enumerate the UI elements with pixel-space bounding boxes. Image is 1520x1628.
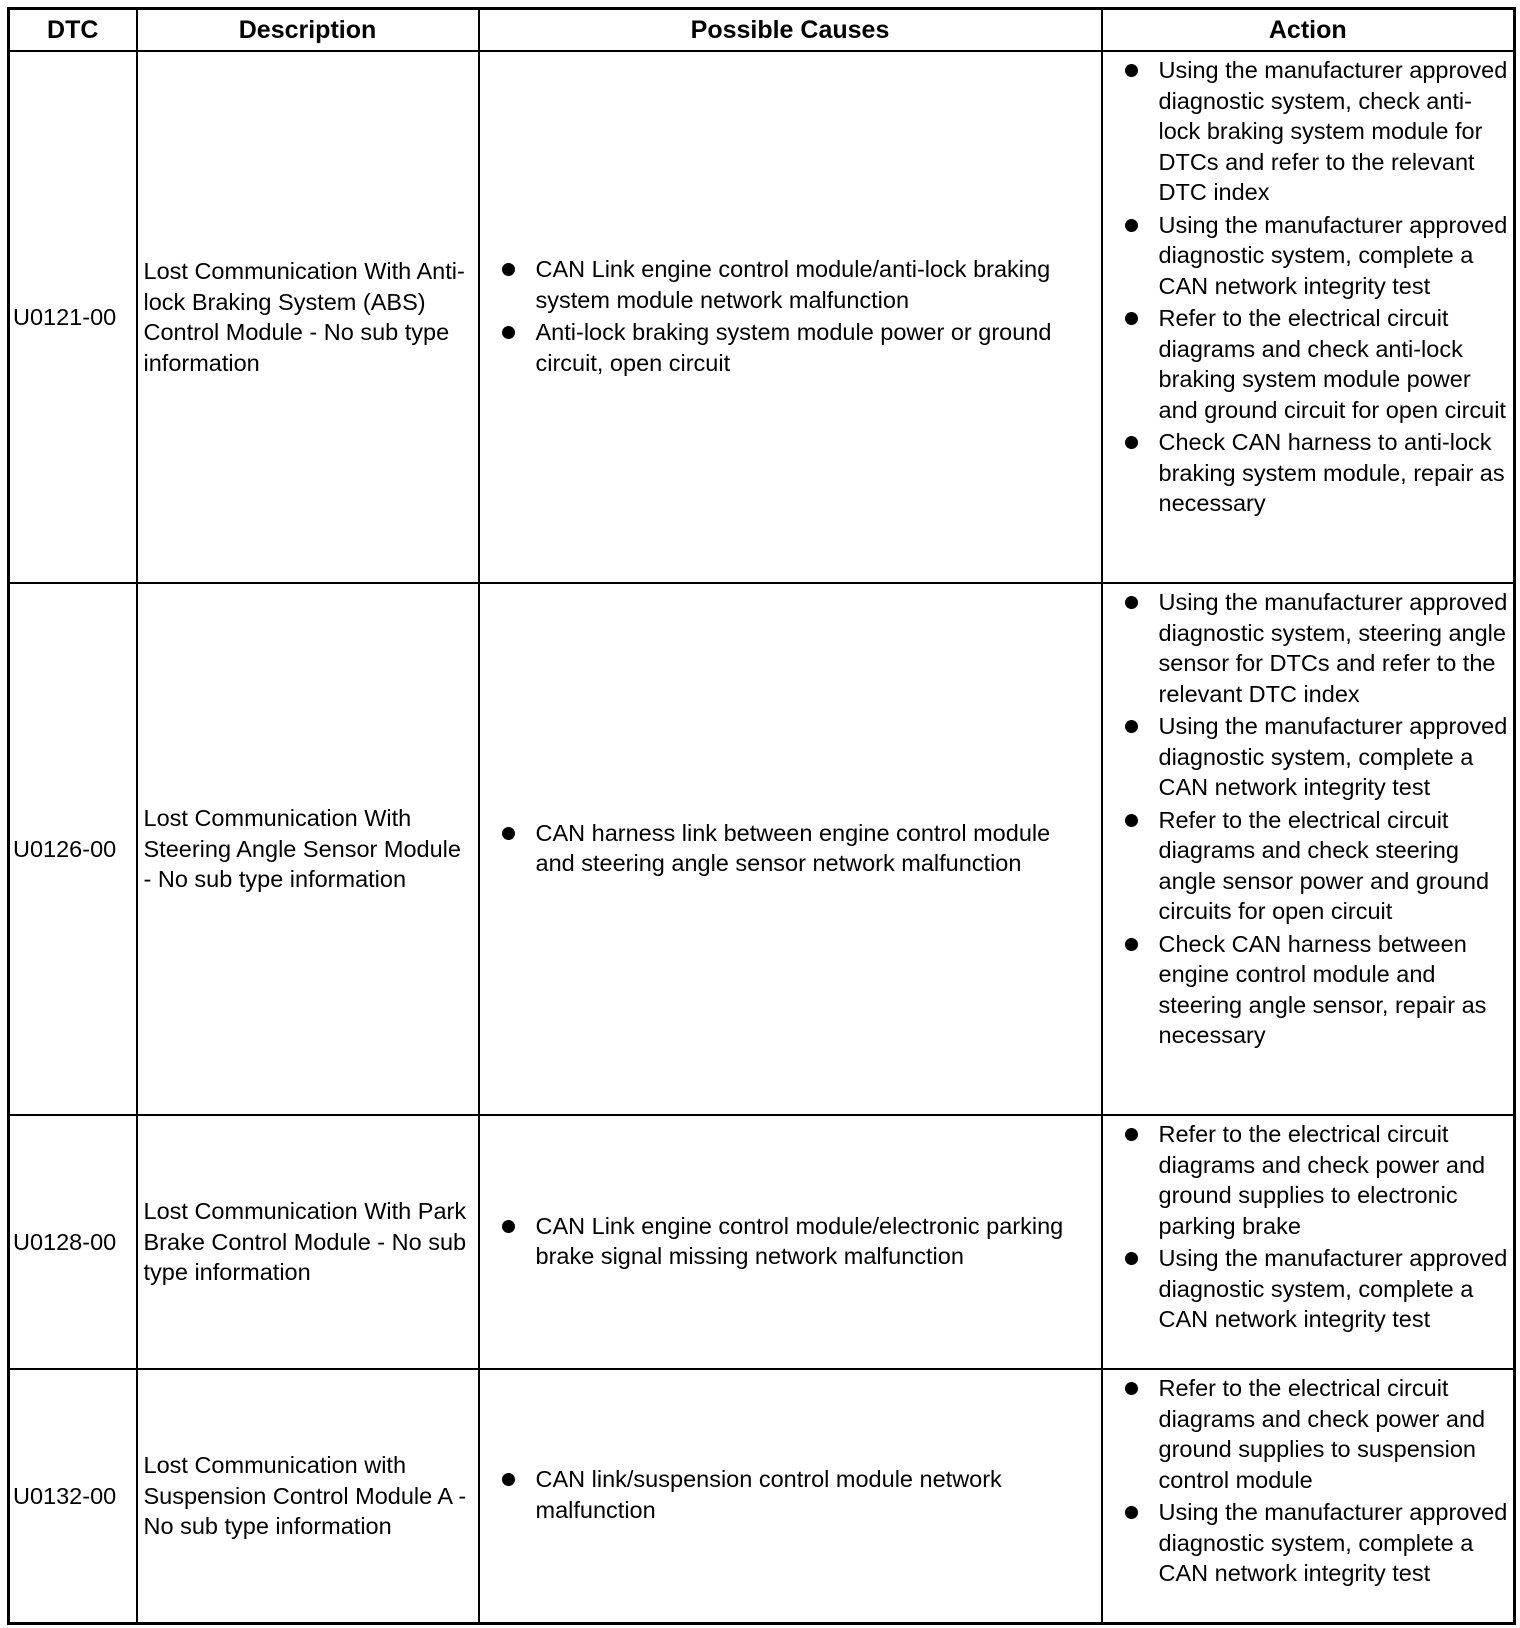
list-item [1125, 427, 1510, 519]
action-text: Using the manufacturer approved diagnostic system, complete a CAN network integrity test [1158, 211, 1508, 299]
dtc-code: U0126-00 [9, 583, 137, 1115]
action-cell [1102, 583, 1515, 1115]
cause-text: CAN Link engine control module/anti-lock braking system module network malfunction [535, 256, 1051, 313]
list-item [1125, 55, 1510, 208]
list-item [1125, 711, 1510, 803]
actions-list [1125, 55, 1510, 519]
table-row [9, 583, 1515, 1115]
dtc-code: U0128-00 [9, 1115, 137, 1369]
list-item [1125, 805, 1510, 927]
action-text: Refer to the electrical circuit diagrams and check steering angle sensor power and ground circuits for open circuit [1158, 806, 1490, 924]
cause-text: CAN harness link between engine control module and steering angle sensor network malfunction [535, 819, 1051, 876]
possible-causes-cell [479, 1369, 1102, 1623]
list-item [502, 254, 1095, 315]
causes-list [502, 1211, 1095, 1272]
possible-causes-cell [479, 51, 1102, 583]
dtc-table [7, 7, 1516, 1625]
possible-causes-cell [479, 1115, 1102, 1369]
bullet-icon [1125, 596, 1138, 609]
action-text: Using the manufacturer approved diagnostic system, steering angle sensor for DTCs and refer to the relevant DTC index [1158, 589, 1508, 707]
table-row [9, 1369, 1515, 1623]
action-text: Check CAN harness between engine control module and steering angle sensor, repair as necessary [1158, 930, 1487, 1048]
header-action: Action [1102, 9, 1515, 52]
list-item [1125, 1373, 1510, 1495]
bullet-icon [1125, 1128, 1138, 1141]
action-text: Check CAN harness to anti-lock braking system module, repair as necessary [1158, 429, 1505, 516]
actions-list [1125, 587, 1510, 1051]
header-dtc: DTC [9, 9, 137, 52]
bullet-icon [1125, 720, 1138, 733]
bullet-icon [1125, 938, 1138, 951]
dtc-description: Lost Communication with Suspension Control Module A - No sub type information [137, 1369, 479, 1623]
header-possible-causes: Possible Causes [479, 9, 1102, 52]
dtc-description: Lost Communication With Park Brake Control Module - No sub type information [137, 1115, 479, 1369]
action-text: Using the manufacturer approved diagnostic system, complete a CAN network integrity test [1158, 1245, 1508, 1332]
list-item [1125, 1497, 1510, 1589]
action-text: Refer to the electrical circuit diagrams and check power and ground supplies to suspension control module [1158, 1375, 1486, 1493]
bullet-icon [502, 326, 515, 339]
action-cell [1102, 51, 1515, 583]
causes-list [502, 818, 1095, 879]
causes-list [502, 1464, 1095, 1525]
list-item [1125, 1243, 1510, 1335]
list-item [1125, 303, 1510, 425]
bullet-icon [1125, 1252, 1138, 1265]
bullet-icon [502, 263, 515, 276]
bullet-icon [1125, 64, 1138, 77]
bullet-icon [1125, 436, 1138, 449]
cause-text: CAN Link engine control module/electronic parking brake signal missing network malfunction [535, 1212, 1064, 1269]
bullet-icon [502, 1473, 515, 1486]
dtc-table-container [7, 7, 1513, 1621]
bullet-icon [1125, 814, 1138, 827]
bullet-icon [502, 1220, 515, 1233]
bullet-icon [1125, 219, 1138, 232]
list-item [502, 1464, 1095, 1525]
list-item [1125, 587, 1510, 709]
cause-text: CAN link/suspension control module network malfunction [535, 1466, 1002, 1523]
action-cell [1102, 1369, 1515, 1623]
actions-list [1125, 1373, 1510, 1589]
causes-list [502, 254, 1095, 378]
header-description: Description [137, 9, 479, 52]
header-row [9, 9, 1515, 52]
action-text: Refer to the electrical circuit diagrams and check power and ground supplies to electronic parking brake [1158, 1121, 1486, 1239]
possible-causes-cell [479, 583, 1102, 1115]
action-cell [1102, 1115, 1515, 1369]
action-text: Refer to the electrical circuit diagrams and check anti-lock braking system module power and ground circuit for open circuit [1158, 305, 1506, 423]
action-text: Using the manufacturer approved diagnostic system, complete a CAN network integrity test [1158, 1499, 1508, 1586]
list-item [1125, 929, 1510, 1051]
list-item [502, 1211, 1095, 1272]
dtc-description: Lost Communication With Anti-lock Braking System (ABS) Control Module - No sub type information [137, 51, 479, 583]
dtc-code: U0132-00 [9, 1369, 137, 1623]
bullet-icon [502, 827, 515, 840]
dtc-description: Lost Communication With Steering Angle Sensor Module - No sub type information [137, 583, 479, 1115]
action-text: Using the manufacturer approved diagnostic system, check anti-lock braking system module for DTCs and refer to the relevant DTC index [1158, 57, 1508, 205]
bullet-icon [1125, 312, 1138, 325]
bullet-icon [1125, 1506, 1138, 1519]
table-row [9, 51, 1515, 583]
action-text: Using the manufacturer approved diagnostic system, complete a CAN network integrity test [1158, 713, 1508, 800]
dtc-code: U0121-00 [9, 51, 137, 583]
list-item [502, 818, 1095, 879]
cause-text: Anti-lock braking system module power or ground circuit, open circuit [535, 319, 1052, 376]
table-row [9, 1115, 1515, 1369]
list-item [1125, 1119, 1510, 1241]
list-item [1125, 210, 1510, 302]
actions-list [1125, 1119, 1510, 1335]
list-item [502, 317, 1095, 378]
bullet-icon [1125, 1382, 1138, 1395]
